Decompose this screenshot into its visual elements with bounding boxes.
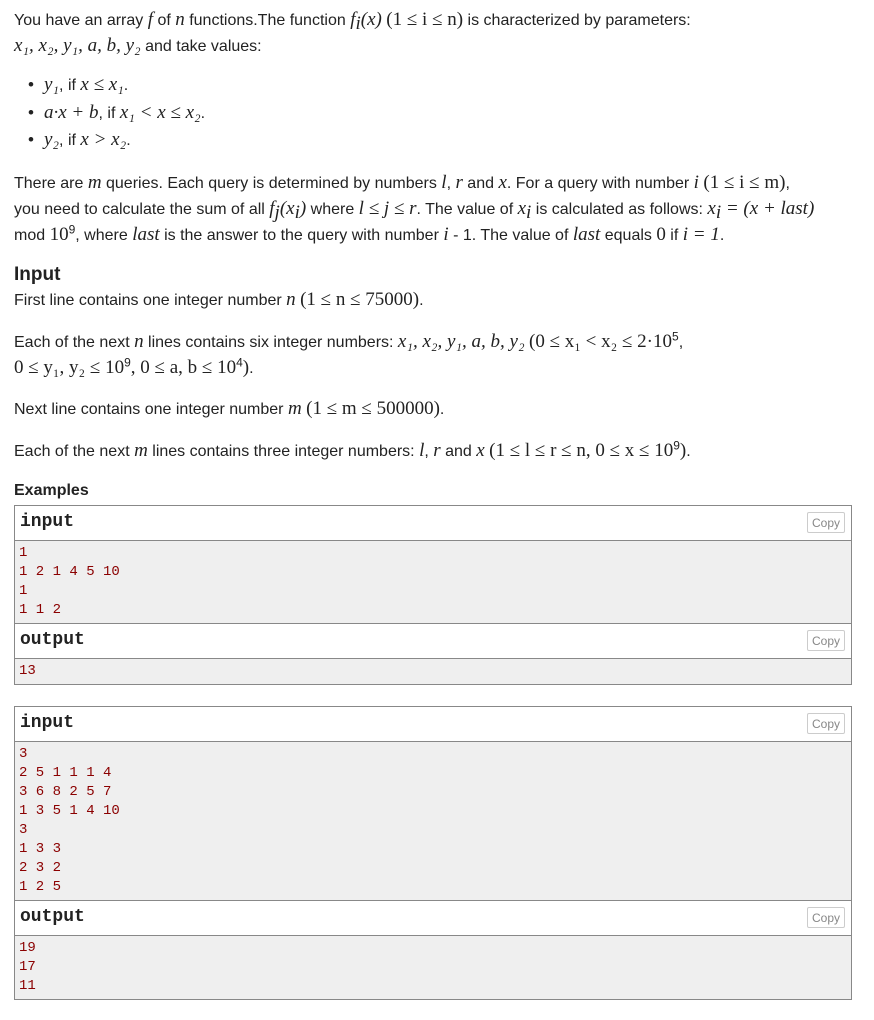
input-paragraph-4: Each of the next m lines contains three integer numbers: l, r and x (1 ≤ l ≤ r ≤ n, $0 \le x \le 10^9$). xyxy=(14,438,691,461)
sample-output-header xyxy=(15,624,851,659)
input-line: 1 2 5 xyxy=(19,879,62,895)
sample-input-body[interactable] xyxy=(15,541,851,623)
output-line: 11 xyxy=(19,978,36,994)
queries-paragraph: There are m queries. Each query is determined by numbers l, r and x. For a query with number i (1 ≤ i ≤ m), you need to calculate the sum of all $f_j(x_i)$ where l ≤ j ≤ r. The value of $x_i$ is calculated as follows: $x_i = (x$ + last) mod $10^9$, where last is the answer to the query with number i - 1. The value of last equals 0 if i = 1. xyxy=(14,172,815,245)
copy-button[interactable]: Copy xyxy=(807,713,845,734)
conditions-list xyxy=(14,72,205,155)
sample-output-title: output xyxy=(20,907,85,927)
examples-title: Examples xyxy=(14,482,89,499)
sample-output-body[interactable] xyxy=(15,936,851,999)
input-line: 1 3 3 xyxy=(19,841,62,857)
sample-output-header xyxy=(15,901,851,936)
input-paragraph-3: Next line contains one integer number m (1 ≤ m ≤ 500000). xyxy=(14,398,445,419)
output-line: 13 xyxy=(19,663,36,679)
intro-paragraph: You have an array f of n functions.The function $f_i(x) (1 \le i \le n)$ is characterized by parameters: x₁, x₂, y₁, a, b, y₂ and take values: xyxy=(14,9,691,56)
sample-input-header xyxy=(15,506,851,541)
output-line: 19 xyxy=(19,940,36,956)
condition-item: • a·x + b, if x₁ < x ≤ x₂. xyxy=(44,100,205,128)
input-line: 3 6 8 2 5 7 xyxy=(19,784,112,800)
sample-test-1 xyxy=(14,505,852,685)
copy-button[interactable]: Copy xyxy=(807,630,845,651)
input-paragraph-1: First line contains one integer number n (1 ≤ n ≤ 75000). xyxy=(14,289,424,310)
sample-input-title: input xyxy=(20,713,75,733)
input-paragraph-2: Each of the next n lines contains six integer numbers: x₁, x₂, y₁, a, b, y₂ ($0 \le x_1 < x_2 \le 2\cdot 10^5$, 0 ≤ y₁, $y_2 \le 10^9$, 0 ≤ a, $b \le 10^4$). xyxy=(14,329,684,378)
copy-button[interactable]: Copy xyxy=(807,907,845,928)
input-line: 1 xyxy=(19,583,28,599)
input-line: 2 3 2 xyxy=(19,860,62,876)
sample-input-body[interactable] xyxy=(15,742,851,900)
condition-item: • y₁, if x ≤ x₁. xyxy=(44,72,205,100)
input-line: 1 xyxy=(19,545,28,561)
sample-output-body[interactable] xyxy=(15,659,851,684)
copy-button[interactable]: Copy xyxy=(807,512,845,533)
sample-output-title: output xyxy=(20,630,85,650)
condition-item: • y₂, if x > x₂. xyxy=(44,127,205,155)
input-line: 1 2 1 4 5 10 xyxy=(19,564,120,580)
sample-input-header xyxy=(15,707,851,742)
input-line: 2 5 1 1 1 4 xyxy=(19,765,112,781)
input-line: 3 xyxy=(19,746,28,762)
input-line: 1 3 5 1 4 10 xyxy=(19,803,120,819)
sample-test-2 xyxy=(14,706,852,1000)
sample-input-title: input xyxy=(20,512,75,532)
input-line: 3 xyxy=(19,822,28,838)
output-line: 17 xyxy=(19,959,36,975)
input-line: 1 1 2 xyxy=(19,602,62,618)
input-section-title: Input xyxy=(14,264,61,285)
